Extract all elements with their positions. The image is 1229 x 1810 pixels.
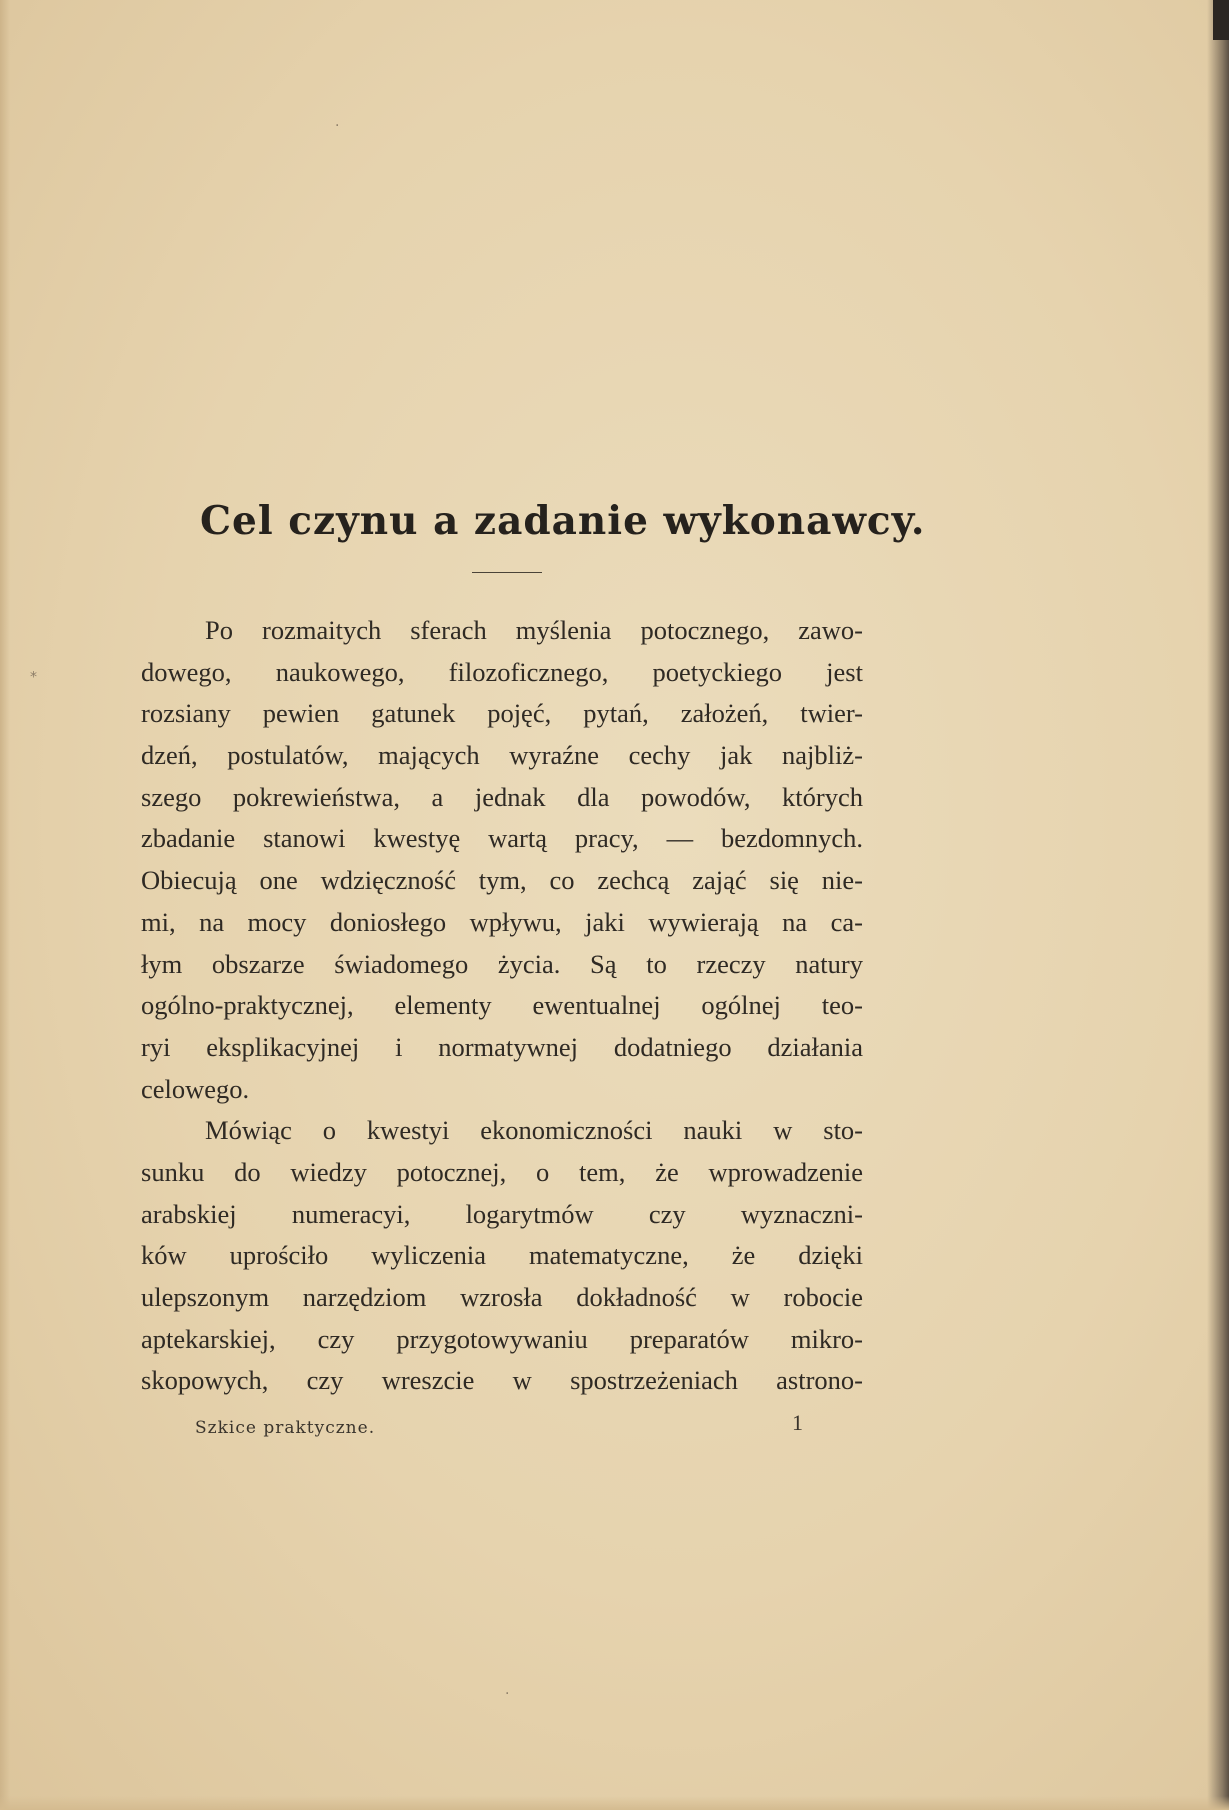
signature-mark: Szkice praktyczne. xyxy=(195,1418,376,1438)
text-line: aptekarskiej, czy przygotowywaniu preparatów mikro- xyxy=(141,1323,863,1354)
text-line: dzeń, postulatów, mających wyraźne cechy jak najbliż- xyxy=(141,740,863,771)
paper-speck: · xyxy=(505,1686,510,1702)
paper-mark: ⁎ xyxy=(30,665,37,681)
page-corner-shadow xyxy=(1213,0,1229,40)
text-line: dowego, naukowego, filozoficznego, poetyckiego jest xyxy=(141,656,863,687)
text-line: Po rozmaitych sferach myślenia potocznego, zawo- xyxy=(205,615,863,645)
text-line: mi, na mocy doniosłego wpływu, jaki wywierają na ca- xyxy=(141,906,863,937)
text-line: arabskiej numeracyi, logarytmów czy wyznaczni- xyxy=(141,1198,863,1229)
text-line: ulepszonym narzędziom wzrosła dokładność w robocie xyxy=(141,1282,863,1312)
page-left-edge xyxy=(0,0,10,1810)
chapter-title: Cel czynu a zadanie wykonawcy. xyxy=(200,498,926,544)
text-line: ryi eksplikacyjnej i normatywnej dodatniego działania xyxy=(141,1031,863,1062)
text-line: Mówiąc o kwestyi ekonomiczności nauki w sto- xyxy=(205,1115,863,1146)
title-divider xyxy=(472,572,542,573)
text-line: łym obszarze świadomego życia. Są to rzeczy natury xyxy=(141,948,863,979)
text-line: rozsiany pewien gatunek pojęć, pytań, założeń, twier- xyxy=(141,698,863,729)
text-line: Obiecują one wdzięczność tym, co zechcą zająć się nie- xyxy=(141,865,863,896)
text-line: skopowych, czy wreszcie w spostrzeżeniach astrono- xyxy=(141,1365,863,1396)
body-text xyxy=(141,610,863,1402)
text-line: szego pokrewieństwa, a jednak dla powodów, których xyxy=(141,781,863,812)
text-line: celowego. xyxy=(141,1073,250,1104)
text-line: ków uprościło wyliczenia matematyczne, że dzięki xyxy=(141,1240,863,1271)
paper-speck: · xyxy=(335,118,340,134)
text-line: zbadanie stanowi kwestyę wartą pracy, — bezdomnych. xyxy=(141,823,863,854)
page-number: 1 xyxy=(792,1410,803,1435)
page-right-edge xyxy=(1207,0,1229,1810)
page-bottom-edge xyxy=(0,1796,1229,1810)
text-line: ogólno-praktycznej, elementy ewentualnej ogólnej teo- xyxy=(141,990,863,1021)
text-line: sunku do wiedzy potocznej, o tem, że wprowadzenie xyxy=(141,1156,863,1187)
